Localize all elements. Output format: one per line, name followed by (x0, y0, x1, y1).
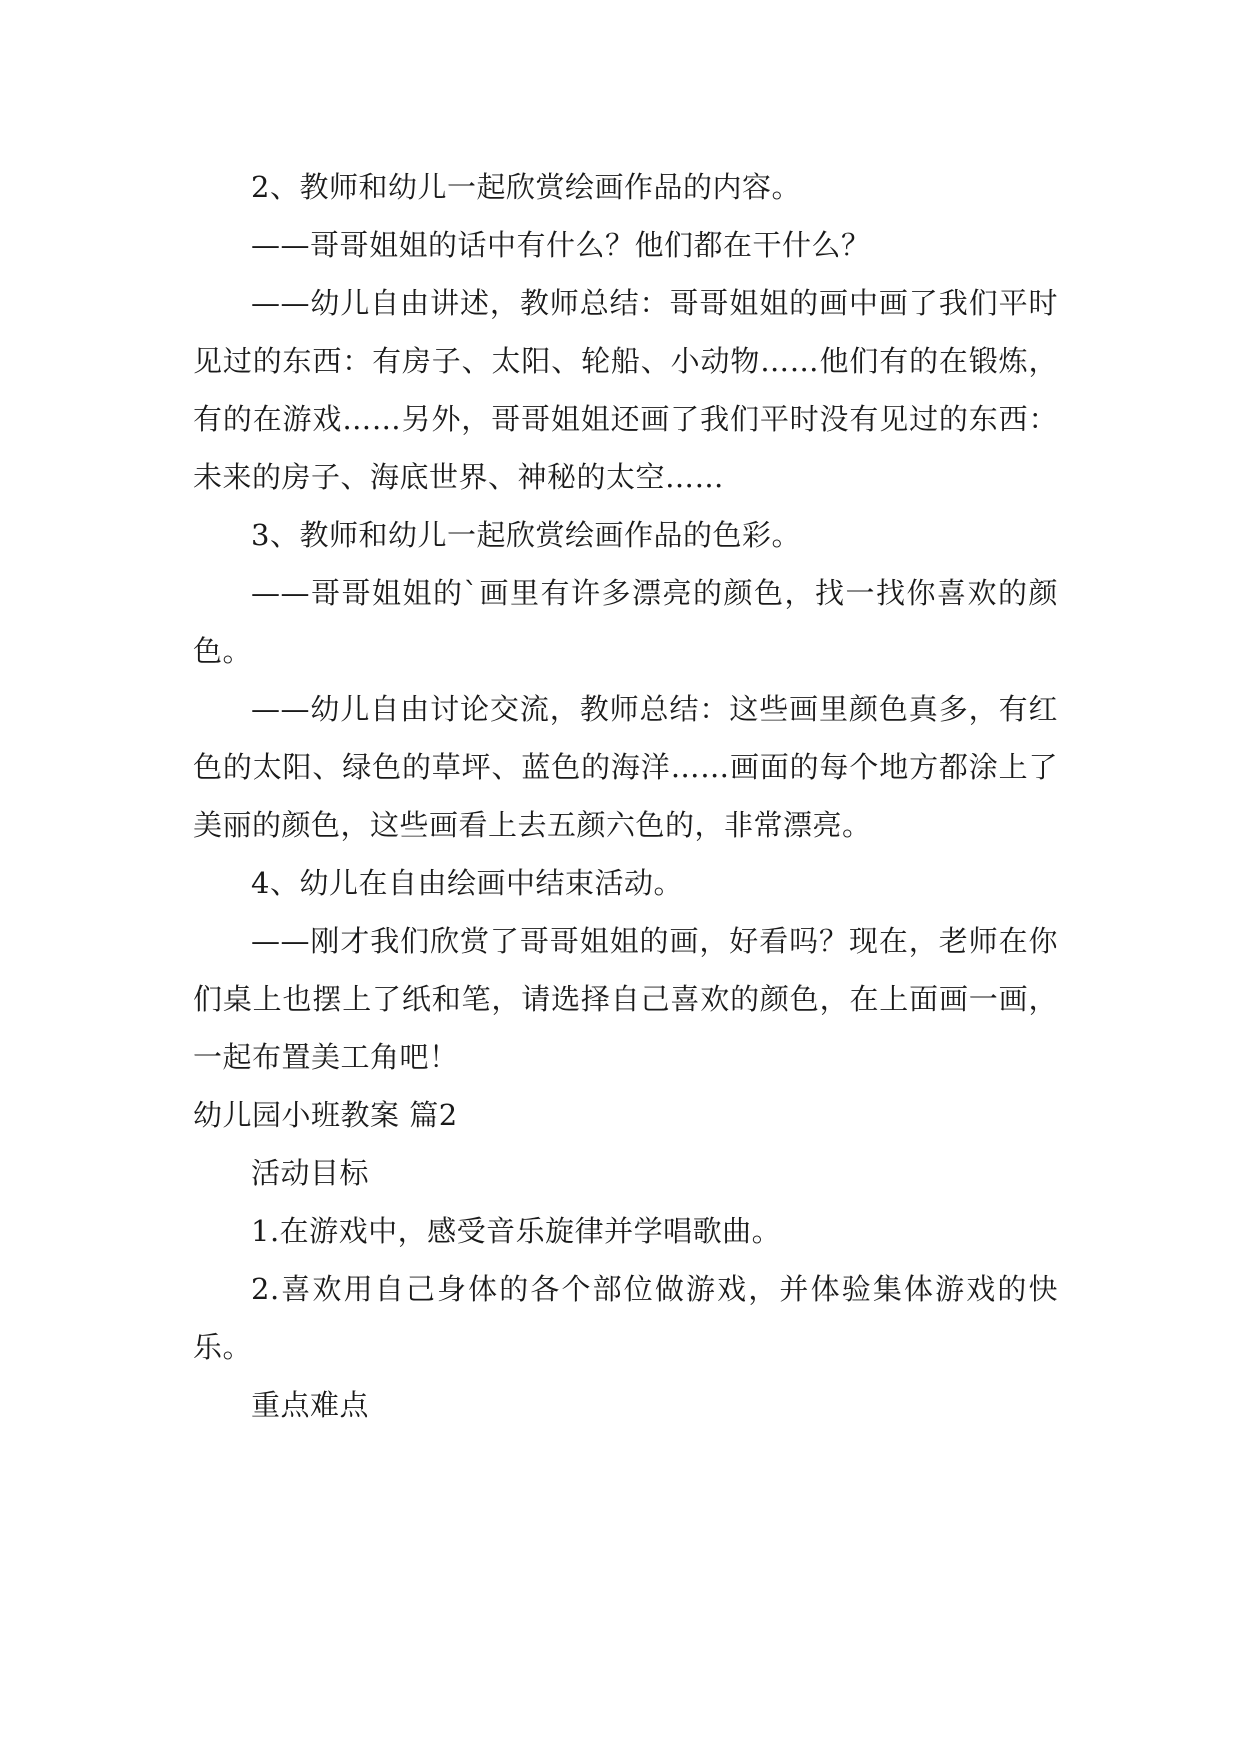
paragraph-question-1: ——哥哥姐姐的话中有什么？他们都在干什么？ (251, 228, 871, 262)
document-body (193, 158, 1058, 1434)
paragraph-closing: ——刚才我们欣赏了哥哥姐姐的画，好看吗？现在，老师在你们桌上也摆上了纸和笔，请选择自己喜欢的颜色，在上面画一画，一起布置美工角吧！ (193, 924, 1058, 1074)
paragraph-summary-2: ——幼儿自由讨论交流，教师总结：这些画里颜色真多，有红色的太阳、绿色的草坪、蓝色的海洋……画面的每个地方都涂上了美丽的颜色，这些画看上去五颜六色的，非常漂亮。 (193, 692, 1058, 842)
section-heading: 幼儿园小班教案 篇2 (193, 1098, 458, 1132)
paragraph-question-2: ——哥哥姐姐的`画里有许多漂亮的颜色，找一找你喜欢的颜色。 (193, 576, 1058, 668)
paragraph-summary-1: ——幼儿自由讲述，教师总结：哥哥姐姐的画中画了我们平时见过的东西：有房子、太阳、轮船、小动物……他们有的在锻炼，有的在游戏……另外，哥哥姐姐还画了我们平时没有见过的东西：未来的房子、海底世界、神秘的太空…… (193, 286, 1058, 494)
goal-item-1: 1.在游戏中，感受音乐旋律并学唱歌曲。 (251, 1214, 782, 1248)
paragraph-step-3: 3、教师和幼儿一起欣赏绘画作品的色彩。 (251, 518, 801, 552)
subheading-key-points: 重点难点 (251, 1388, 370, 1422)
paragraph-step-4: 4、幼儿在自由绘画中结束活动。 (251, 866, 683, 900)
subheading-goals: 活动目标 (251, 1156, 370, 1190)
paragraph-step-2: 2、教师和幼儿一起欣赏绘画作品的内容。 (251, 170, 801, 204)
goal-item-2: 2.喜欢用自己身体的各个部位做游戏，并体验集体游戏的快乐。 (193, 1272, 1058, 1364)
